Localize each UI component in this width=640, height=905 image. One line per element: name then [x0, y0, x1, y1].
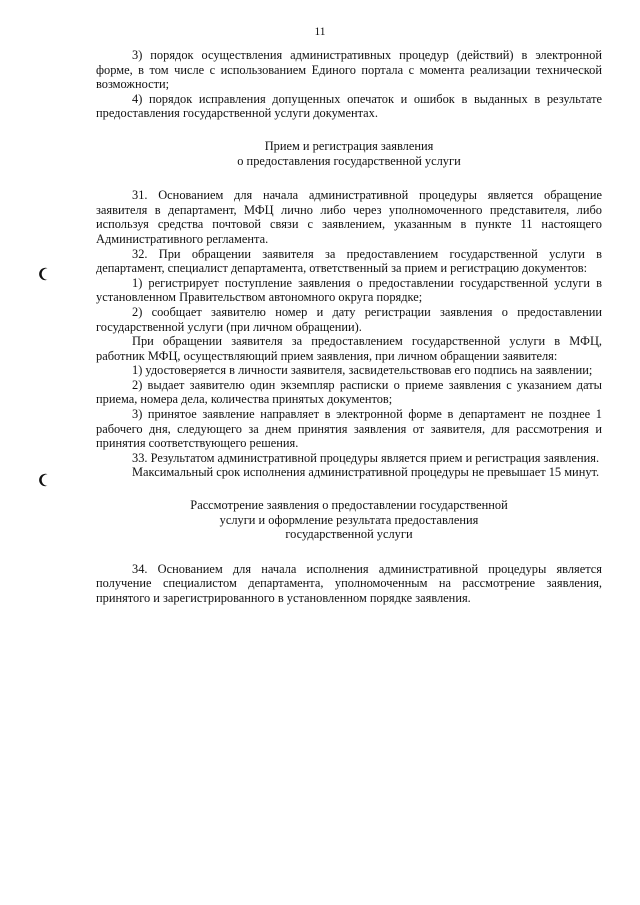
paragraph: Максимальный срок исполнения административной процедуры не превышает 15 минут. [132, 465, 600, 480]
crescent-mark-icon [36, 266, 52, 282]
paragraph: При обращении заявителя за предоставлением государственной услуги в МФЦ, работник МФЦ, осуществляющий прием заявления, при личном обращении заявителя: [96, 334, 602, 363]
section-heading [96, 139, 602, 168]
paragraph: 34. Основанием для начала исполнения административной процедуры является получение специалистом департамента, уполномоченным на рассмотрение заявления, принятого и зарегистрированного в установленном порядке заявления. [96, 561, 602, 605]
list-item: 1) удостоверяется в личности заявителя, засвидетельствовав его подпись на заявлении; [132, 363, 593, 378]
list-item: 2) выдает заявителю один экземпляр расписки о приеме заявления с указанием даты приема, номера дела, количества принятых документов; [96, 377, 602, 407]
paragraph: 33. Результатом административной процедуры является прием и регистрация заявления. [132, 450, 600, 465]
section-heading-line: Прием и регистрация заявления [264, 138, 434, 153]
section-heading-line: государственной услуги [285, 527, 413, 542]
list-item: 2) сообщает заявителю номер и дату регистрации заявления о предоставлении государственной услуги (при личном обращении). [96, 304, 602, 334]
list-item: 4) порядок исправления допущенных опечаток и ошибок в выданных в результате предоставления государственной услуги документах. [96, 91, 602, 121]
document-body [96, 48, 602, 606]
list-item: 3) принятое заявление направляет в электронной форме в департамент не позднее 1 рабочего дня, следующего за днем принятия заявления от заявителя, для рассмотрения и принятия соответствующего решения. [96, 407, 602, 451]
paragraph: 32. При обращении заявителя за предоставлением государственной услуги в департамент, специалист департамента, ответственный за прием и регистрацию документов: [96, 246, 602, 276]
section-heading-line: услуги и оформление результата предоставления [219, 512, 479, 527]
page-number: 11 [314, 26, 326, 38]
list-item: 1) регистрирует поступление заявления о предоставлении государственной услуги в установленном Правительством автономного округа порядке; [96, 275, 602, 305]
section-heading-line: Рассмотрение заявления о предоставлении государственной [190, 498, 508, 513]
paragraph: 31. Основанием для начала административной процедуры является обращение заявителя в департамент, МФЦ лично либо через уполномоченного представителя, либо используя средства почтовой связи с заявлением, указанным в пункте 11 настоящего Административного регламента. [96, 188, 602, 246]
list-item: 3) порядок осуществления административных процедур (действий) в электронной форме, в том числе с использованием Единого портала с момента реализации технической возможности; [96, 48, 602, 92]
section-heading [96, 498, 602, 542]
crescent-mark-icon [36, 472, 52, 488]
section-heading-line: о предоставления государственной услуги [237, 153, 461, 168]
